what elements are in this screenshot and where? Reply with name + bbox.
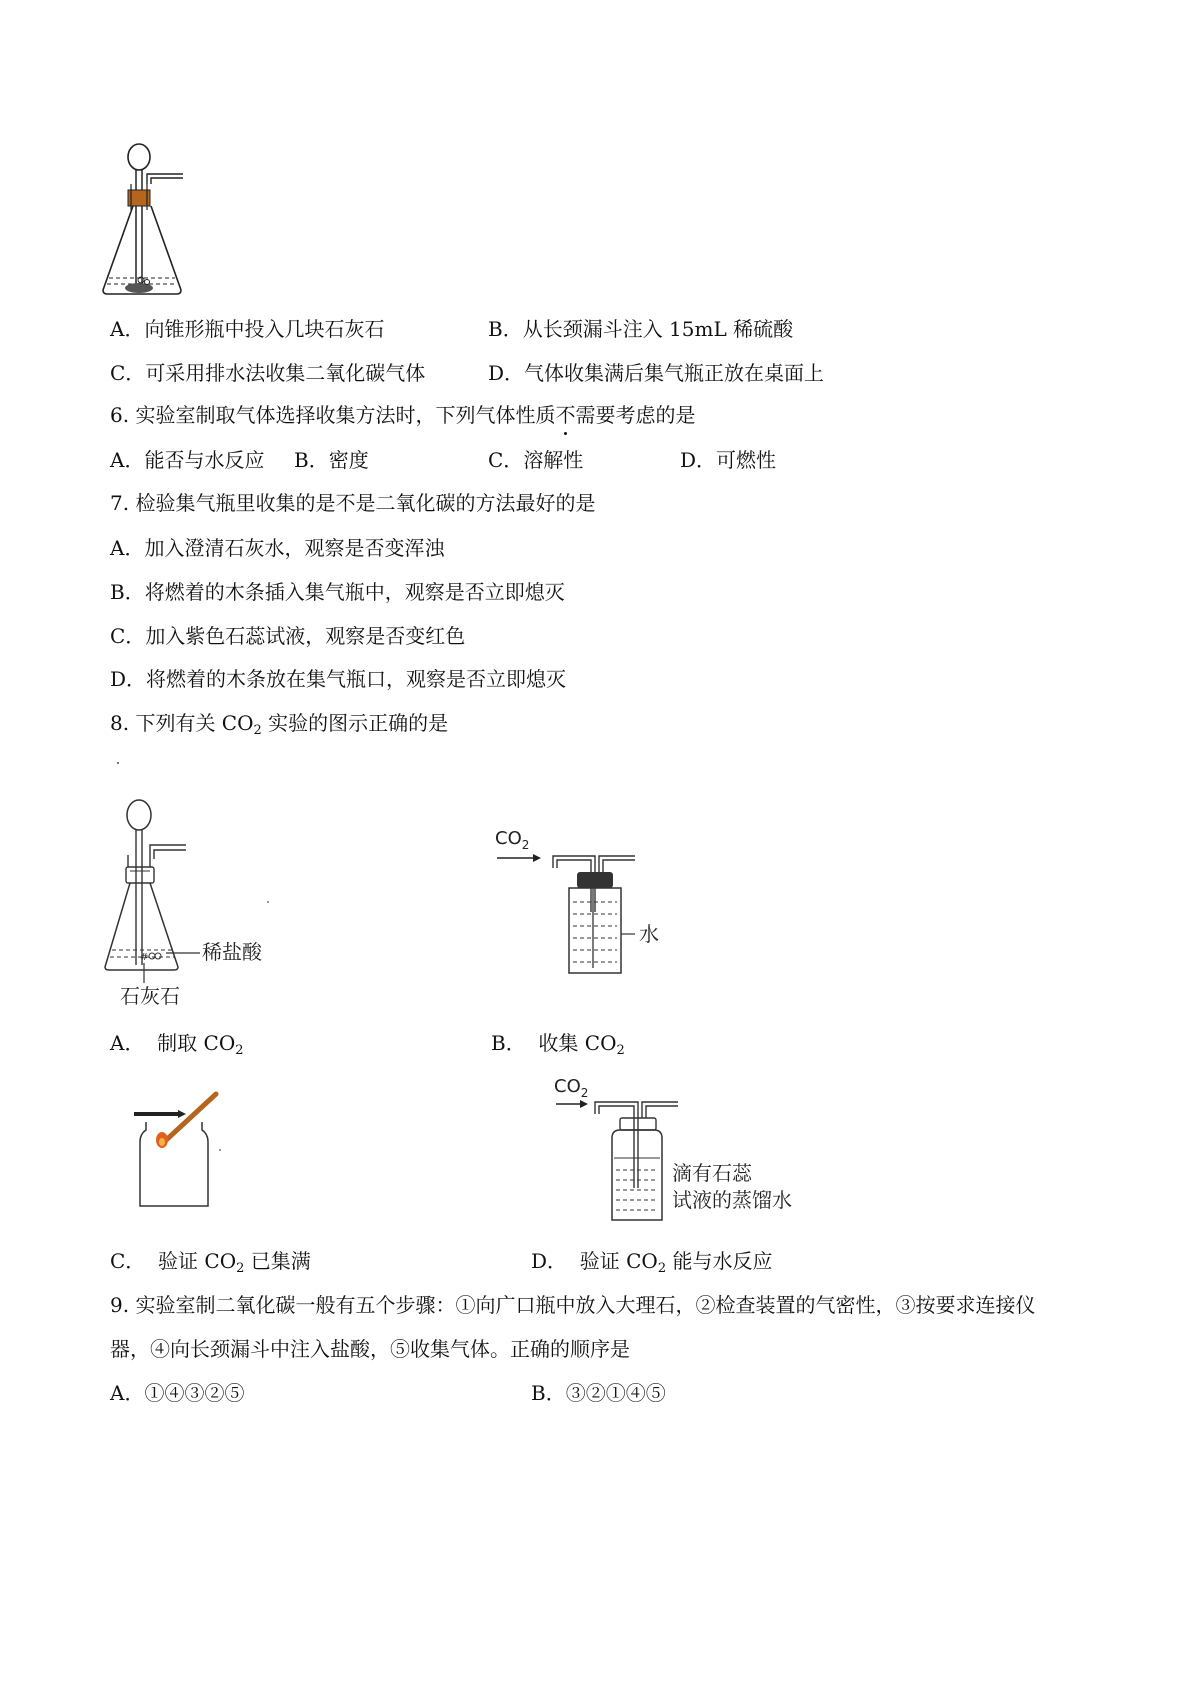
- subscript: 2: [616, 1043, 625, 1058]
- option-text: 可采用排水法收集二氧化碳气体: [145, 361, 426, 385]
- question-7-stem: 7. 检验集气瓶里收集的是不是二氧化碳的方法最好的是: [110, 491, 596, 515]
- option-text: 验证 CO: [158, 1249, 237, 1273]
- option-label: D．: [488, 361, 525, 385]
- emphasis-char: 不: [555, 403, 576, 427]
- option-a[interactable]: [110, 447, 264, 473]
- option-a[interactable]: [110, 1380, 244, 1406]
- flask-funnel-figure: [95, 140, 205, 305]
- option-text: 制取 CO: [157, 1031, 236, 1055]
- option-label: B．: [294, 448, 329, 472]
- option-a[interactable]: [110, 1030, 244, 1056]
- option-text: 已集满: [244, 1249, 311, 1273]
- option-b[interactable]: [110, 579, 565, 605]
- option-text: ③②①④⑤: [565, 1381, 666, 1405]
- option-label: B．: [531, 1381, 566, 1405]
- subscript: 2: [253, 723, 262, 738]
- subscript: 2: [236, 1261, 245, 1276]
- label-litmus-2: 试液的蒸馏水: [672, 1188, 792, 1212]
- question-6-stem: [110, 402, 695, 428]
- option-text: 将燃着的木条插入集气瓶中，观察是否立即熄灭: [144, 580, 565, 604]
- option-d[interactable]: [488, 360, 824, 386]
- option-label: D．: [531, 1249, 568, 1273]
- option-text: 从长颈漏斗注入 15mL 稀硫酸: [522, 317, 794, 341]
- option-text: 气体收集满后集气瓶正放在桌面上: [524, 361, 825, 385]
- option-text: 收集 CO: [538, 1031, 617, 1055]
- option-c[interactable]: [110, 623, 465, 649]
- question-9-stem-line1: 9. 实验室制二氧化碳一般有五个步骤：①向广口瓶中放入大理石，②检查装置的气密性，③按要求连接仪: [110, 1293, 1036, 1317]
- option-d[interactable]: [531, 1248, 772, 1274]
- option-c[interactable]: [110, 360, 425, 386]
- co2-label: $CO_2$: [554, 1076, 589, 1100]
- option-label: C．: [110, 1249, 146, 1273]
- subscript: 2: [657, 1261, 667, 1276]
- option-text: 密度: [328, 448, 369, 472]
- option-text: 将燃着的木条放在集气瓶口，观察是否立即熄灭: [146, 667, 567, 691]
- option-b[interactable]: [294, 447, 369, 473]
- option-text: 溶解性: [523, 448, 584, 472]
- option-label: A．: [110, 317, 145, 341]
- stem-text: 8. 下列有关 CO: [110, 711, 254, 735]
- option-label: A．: [110, 1381, 145, 1405]
- option-text: 加入澄清石灰水，观察是否变浑浊: [144, 536, 445, 560]
- option-b[interactable]: [531, 1380, 666, 1406]
- option-label: B．: [488, 317, 523, 341]
- option-d[interactable]: [680, 447, 776, 473]
- option-text: 能否与水反应: [144, 448, 265, 472]
- option-label: D．: [680, 448, 717, 472]
- question-9-stem-line2: 器，④向长颈漏斗中注入盐酸，⑤收集气体。正确的顺序是: [110, 1337, 630, 1361]
- label-litmus-1: 滴有石蕊: [672, 1161, 752, 1185]
- option-text: 能与水反应: [666, 1249, 773, 1273]
- label-dilute-hcl: 稀盐酸: [202, 940, 262, 964]
- option-d[interactable]: [110, 666, 566, 692]
- option-text: 验证 CO: [579, 1249, 658, 1273]
- label-water: 水: [639, 922, 659, 946]
- stem-text: 6. 实验室制取气体选择收集方法时，下列气体性质: [110, 403, 556, 427]
- option-a[interactable]: [110, 535, 444, 561]
- option-text: ①④③②⑤: [144, 1381, 245, 1405]
- option-b[interactable]: [488, 316, 793, 342]
- option-label: A．: [110, 448, 145, 472]
- figure-c-apparatus: [130, 1090, 230, 1210]
- scan-speck: [117, 762, 119, 764]
- option-c[interactable]: [488, 447, 583, 473]
- option-label: A．: [110, 1031, 145, 1055]
- figure-d-apparatus: [550, 1068, 810, 1230]
- option-text: 向锥形瓶中投入几块石灰石: [144, 317, 385, 341]
- option-label: C．: [110, 361, 146, 385]
- figure-a-apparatus: [100, 795, 280, 1010]
- option-text: 可燃性: [716, 448, 777, 472]
- option-b[interactable]: [491, 1030, 625, 1056]
- question-8-stem: [110, 710, 448, 736]
- option-text: 加入紫色石蕊试液，观察是否变红色: [145, 624, 466, 648]
- stem-text: 需要考虑的是: [575, 403, 696, 427]
- figure-b-apparatus: [495, 822, 695, 982]
- option-label: A．: [110, 536, 145, 560]
- option-c[interactable]: [110, 1248, 311, 1274]
- option-label: B．: [491, 1031, 526, 1055]
- co2-label: $CO_2$: [495, 828, 530, 852]
- stem-text: 实验的图示正确的是: [261, 711, 449, 735]
- subscript: 2: [235, 1043, 244, 1058]
- option-label: D．: [110, 667, 147, 691]
- option-label: C．: [110, 624, 146, 648]
- label-limestone: 石灰石: [120, 984, 180, 1008]
- option-label: C．: [488, 448, 524, 472]
- option-a[interactable]: [110, 316, 384, 342]
- option-label: B．: [110, 580, 145, 604]
- svg-text:#: #: [140, 952, 149, 963]
